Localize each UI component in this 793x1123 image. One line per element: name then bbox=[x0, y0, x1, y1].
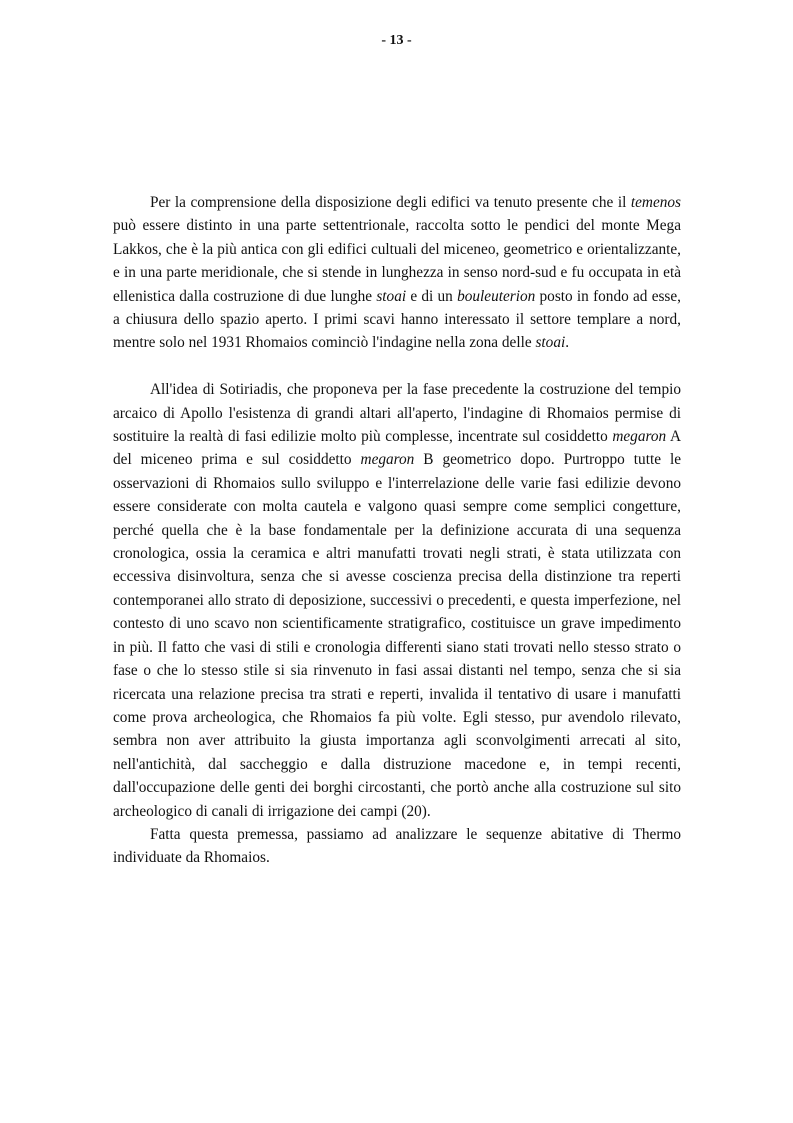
text-run: può essere distinto in una parte settentrionale, raccolta sotto le pendici del monte Mega Lakkos, che è la più antica con gli edifici cultuali del miceneo, geometrico e orientalizzante, e in una parte meridionale, che si stende in lunghezza in senso nord-sud e fu occupata in età ellenistica dalla costruzione di due lunghe bbox=[113, 217, 681, 305]
text-run: B geometrico dopo. Purtroppo tutte le osservazioni di Rhomaios sullo sviluppo e l'interrelazione delle varie fasi edilizie devono essere considerate con molta cautela e valgono quasi sempre come semplici congetture, perché quella che è la base fondamentale per la definizione accurata di una sequenza cronologica, ossia la ceramica e altri manufatti trovati negli strati, è stata utilizzata con eccessiva disinvoltura, senza che si avesse coscienza precisa della distinzione tra reperti contemporanei allo strato di deposizione, successivi o precedenti, e questa imperfezione, nel contesto di uno scavo non scientificamente stratigrafico, costituisce un grave impedimento in più. Il fatto che vasi di stili e cronologia differenti siano stati trovati nello stesso strato o fase o che lo stesso stile si sia rinvenuto in fasi assai distanti nel tempo, senza che si sia ricercata una relazione precisa tra strati e reperti, invalida il tentativo di usare i manufatti come prova archeologica, che Rhomaios fa più volte. Egli stesso, pur avendolo rilevato, sembra non aver attribuito la giusta importanza agli sconvolgimenti arrecati al sito, nell'antichità, dal saccheggio e dalla distruzione macedone e, in tempi recenti, dall'occupazione delle genti dei borghi circostanti, che portò anche alla costruzione sul sito archeologico di canali di irrigazione dei campi (20). bbox=[113, 451, 681, 820]
paragraph-2 bbox=[113, 378, 681, 823]
text-run: Fatta questa premessa, passiamo ad analizzare le sequenze abitative di Thermo individuate da Rhomaios. bbox=[113, 825, 681, 867]
page-number: - 13 - bbox=[381, 33, 412, 48]
paragraph-1 bbox=[113, 191, 681, 355]
text-run: Per la comprensione della disposizione degli edifici va tenuto presente che il bbox=[150, 194, 631, 211]
text-run: A del miceneo prima e sul cosiddetto bbox=[113, 428, 681, 469]
text-run: All'idea di Sotiriadis, che proponeva per la fase precedente la costruzione del tempio arcaico di Apollo l'esistenza di grandi altari all'aperto, l'indagine di Rhomaios permise di sostituire la realtà di fasi edilizie molto più complesse, incentrate sul cosiddetto bbox=[113, 381, 681, 446]
italic-term: megaron bbox=[612, 428, 667, 446]
italic-term: megaron bbox=[360, 451, 415, 469]
text-run: e di un bbox=[406, 287, 458, 305]
text-run: posto in fondo ad esse, a chiusura dello spazio aperto. I primi scavi hanno interessato il settore templare a nord, mentre solo nel 1931 Rhomaios cominciò l'indagine nella zona delle bbox=[113, 287, 681, 352]
text-run: . bbox=[565, 334, 570, 352]
paragraph-3 bbox=[113, 823, 681, 870]
italic-term: temenos bbox=[630, 194, 681, 211]
italic-term: bouleuterion bbox=[457, 287, 536, 305]
italic-term: stoai bbox=[376, 287, 407, 305]
body-text bbox=[113, 191, 681, 870]
italic-term: stoai bbox=[535, 334, 566, 352]
